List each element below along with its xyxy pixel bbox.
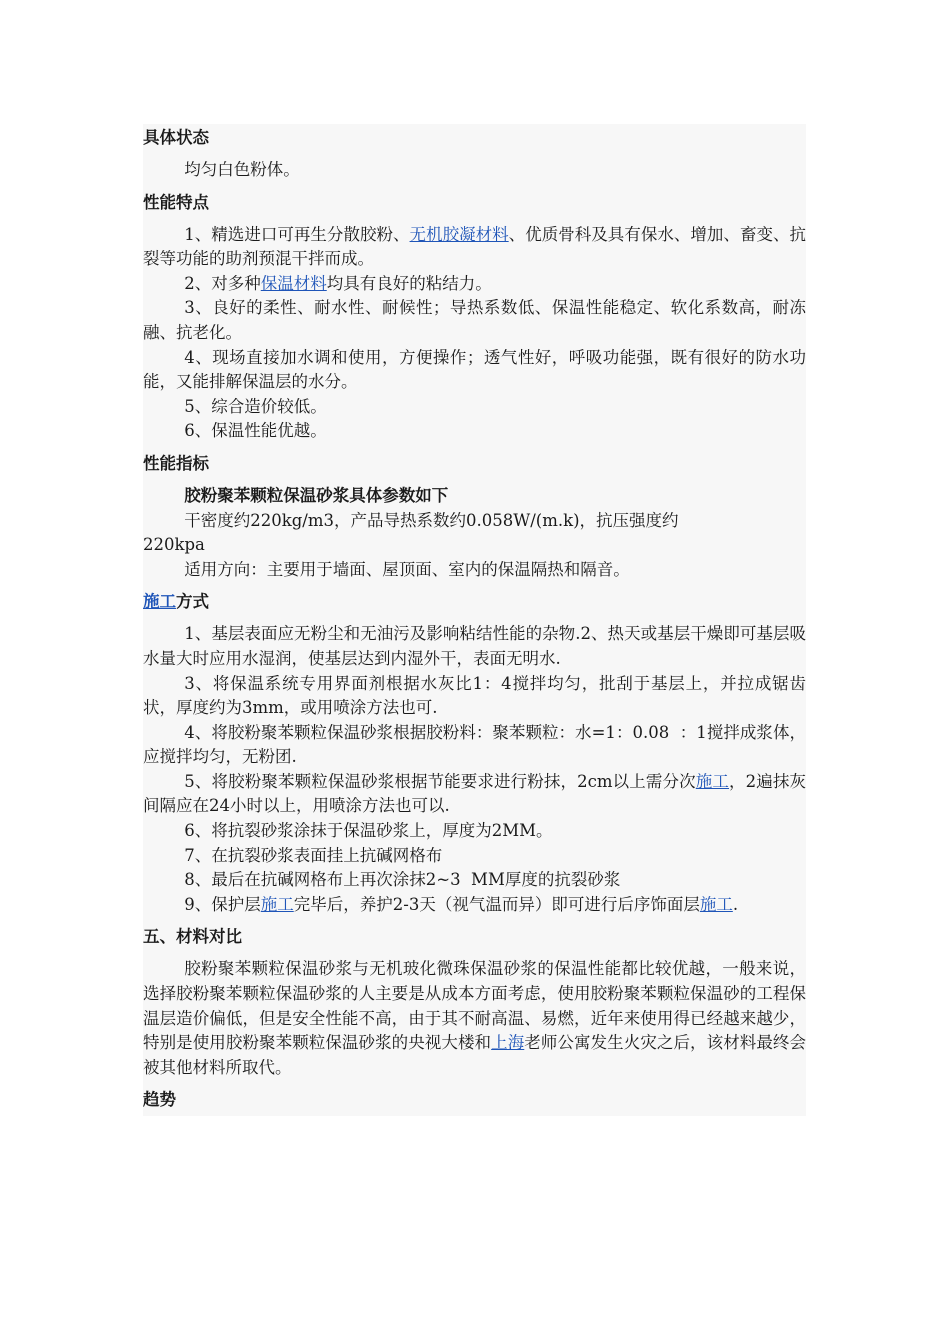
heading-trend: 趋势 bbox=[143, 1090, 176, 1110]
feature-item-1 bbox=[143, 223, 806, 272]
construction-item-1: 1、基层表面应无粉尘和无油污及影响粘结性能的杂物.2、热天或基层干燥即可基层吸水量大时应用水湿润，使基层达到内湿外干，表面无明水. bbox=[143, 624, 806, 668]
usage-text: 适用方向：主要用于墙面、屋顶面、室内的保温隔热和隔音。 bbox=[184, 559, 630, 579]
heading-comparison: 五、材料对比 bbox=[143, 927, 242, 947]
feature-2-text-b: 均具有良好的粘结力。 bbox=[326, 273, 492, 293]
heading-construction-rest: 方式 bbox=[176, 592, 209, 612]
params-line-1: 干密度约220kg/m3，产品导热系数约0.058W/(m.k)，抗压强度约 bbox=[184, 510, 679, 530]
feature-item-6: 6、保温性能优越。 bbox=[184, 421, 327, 441]
comparison-text-a: 胶粉聚苯颗粒保温砂浆与无机玻化微珠保温砂浆的保温性能都比较优越，一般来说，选择胶粉聚苯颗粒保温砂浆的人主要是从成本方面考虑，使用胶粉聚苯颗粒保温砂的工程保温层造价偏低，但是安全性能不高，由于其不耐高温、易燃，近年来使用得已经越来越少，特别是使用胶粉聚苯颗粒保温砂浆的央视大楼和 bbox=[143, 959, 806, 1053]
heading-state: 具体状态 bbox=[143, 128, 209, 147]
heading-indicators: 性能指标 bbox=[143, 453, 209, 473]
feature-item-3: 3、良好的柔性、耐水性、耐候性；导热系数低、保温性能稳定、软化系数高，耐冻融、抗老化。 bbox=[143, 298, 806, 342]
feature-2-text-a: 2、对多种 bbox=[184, 273, 261, 293]
comparison-text-b: 老师公寓发生火灾之后，该材料最终会被其他材料所取代。 bbox=[143, 1033, 807, 1077]
state-text: 均匀白色粉体。 bbox=[184, 160, 300, 179]
indicators-subheading: 胶粉聚苯颗粒保温砂浆具体参数如下 bbox=[184, 485, 449, 505]
params-line-2: 220kpa bbox=[143, 535, 205, 555]
link-construction-heading[interactable]: 施工 bbox=[143, 592, 176, 612]
heading-construction bbox=[143, 590, 806, 614]
feature-1-text-a: 1、精选进口可再生分散胶粉、 bbox=[184, 224, 410, 244]
construction-item-4: 4、将胶粉聚苯颗粒保温砂浆根据胶粉料：聚苯颗粒：水=1：0.08 ：1搅拌成浆体，应搅拌均匀，无粉团. bbox=[143, 722, 806, 767]
construction-9-text-a: 9、保护层 bbox=[184, 894, 261, 914]
link-insulation-material[interactable]: 保温材料 bbox=[260, 273, 327, 293]
article-content bbox=[143, 124, 806, 1116]
feature-1-text-b: 、优质骨科及具有保水、增加、畜变、抗裂等功能的助剂预混干拌而成。 bbox=[143, 224, 807, 269]
link-shanghai[interactable]: 上海 bbox=[491, 1033, 525, 1053]
construction-item-3: 3、将保温系统专用界面剂根据水灰比1：4搅拌均匀，批刮于基层上，并拉成锯齿状，厚度约为3mm，或用喷涂方法也可. bbox=[143, 673, 806, 718]
feature-item-2 bbox=[143, 272, 806, 297]
construction-item-8: 8、最后在抗碱网格布上再次涂抹2~3 MM厚度的抗裂砂浆 bbox=[184, 870, 621, 890]
link-construction-9b[interactable]: 施工 bbox=[699, 894, 733, 914]
feature-item-5: 5、综合造价较低。 bbox=[184, 396, 327, 416]
construction-9-text-c: . bbox=[732, 894, 739, 914]
construction-item-9 bbox=[143, 893, 806, 918]
link-inorganic-binder[interactable]: 无机胶凝材料 bbox=[409, 224, 509, 244]
construction-item-6: 6、将抗裂砂浆涂抹于保温砂浆上，厚度为2MM。 bbox=[184, 821, 553, 841]
feature-item-4: 4、现场直接加水调和使用，方便操作；透气性好，呼吸功能强，既有很好的防水功能，又能排解保温层的水分。 bbox=[143, 347, 806, 392]
construction-5-text-b: ，2遍抹灰间隔应在24小时以上，用喷涂方法也可以. bbox=[143, 771, 806, 816]
heading-features: 性能特点 bbox=[143, 192, 209, 212]
construction-item-5 bbox=[143, 770, 806, 819]
construction-item-7: 7、在抗裂砂浆表面挂上抗碱网格布 bbox=[184, 845, 443, 865]
comparison-text bbox=[143, 957, 806, 1080]
construction-9-text-b: 完毕后，养护2-3天（视气温而异）即可进行后序饰面层 bbox=[293, 894, 700, 914]
link-construction-5[interactable]: 施工 bbox=[695, 771, 730, 791]
link-construction-9a[interactable]: 施工 bbox=[260, 894, 294, 914]
construction-5-text-a: 5、将胶粉聚苯颗粒保温砂浆根据节能要求进行粉抹，2cm以上需分次 bbox=[184, 771, 696, 791]
